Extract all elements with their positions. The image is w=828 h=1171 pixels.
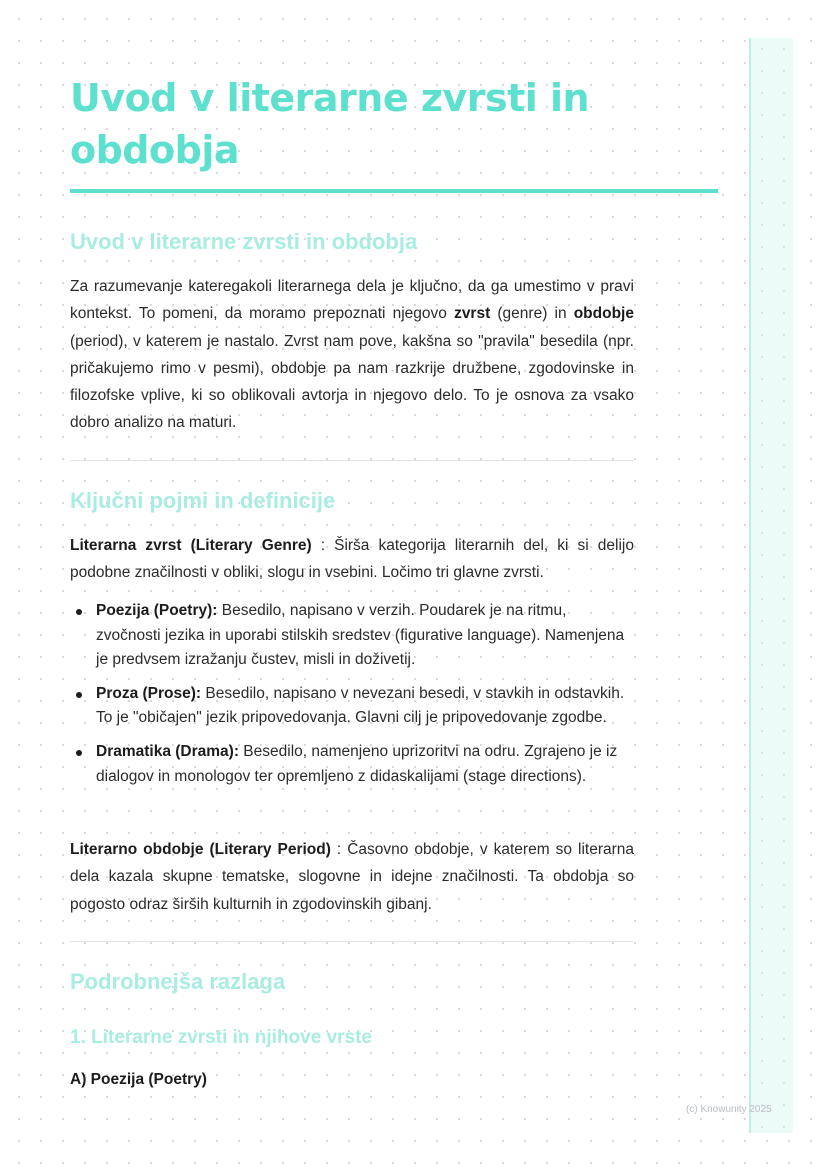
definition-text: : Širša kategorija literarnih del, ki si delijo podobne značilnosti v obliki, slogu in vsebini. Ločimo tri glavne zvrsti. xyxy=(70,537,635,582)
list-item-text: Besedilo, namenjeno uprizoritvi na odru. Zgrajeno je iz dialogov in monologov ter opremljeno z didaskalijami (stage directions). xyxy=(96,742,618,785)
subsection-heading: 1. Literarne zvrsti in njihove vrste xyxy=(70,1027,372,1048)
definition-term: Literarno obdobje (Literary Period) xyxy=(70,841,331,858)
bullet-icon xyxy=(76,692,82,698)
list-item xyxy=(70,740,634,789)
list-item-text: Besedilo, napisano v verzih. Poudarek je na ritmu, zvočnosti jezika in uporabi stilskih sredstev (figurative language). Namenjena je predvsem izražanju čustev, misli in doživetij. xyxy=(96,602,625,669)
page-title: Uvod v literarne zvrsti in obdobja xyxy=(70,76,590,172)
definition-literary-period xyxy=(70,836,634,918)
list-item-text: Besedilo, napisano v nevezani besedi, v stavkih in odstavkih. To je "običajen" jezik pripovedovanja. Glavni cilj je pripovedovanje zgodbe. xyxy=(96,684,625,727)
term-zvrst: zvrst xyxy=(454,305,491,323)
intro-paragraph xyxy=(70,273,634,437)
copyright-footer: (c) Knowunity 2025 xyxy=(686,1104,772,1115)
bullet-icon xyxy=(76,609,82,615)
term-obdobje: obdobje xyxy=(573,305,634,323)
list-item-term: Poezija (Poetry): xyxy=(96,602,218,619)
intro-text-1: Za razumevanje kateregakoli literarnega dela je ključno, da ga umestimo v pravi kontekst. To pomeni, da moramo prepoznati njegovo xyxy=(70,278,634,323)
definition-literary-genre xyxy=(70,532,634,587)
section-heading-detailed: Podrobnejša razlaga xyxy=(70,969,286,994)
list-item-term: Dramatika (Drama): xyxy=(96,742,239,760)
intro-text-3: (period), v katerem je nastalo. Zvrst nam pove, kakšna so "pravila" besedila (npr. pričakujemo rimo v pesmi), obdobje pa nam razkrije družbene, zgodovinske in filozofske vplive, ki so oblikovali avtorja in njegovo delo. To je osnova za vsako dobro analizo na maturi. xyxy=(70,332,634,432)
definition-text: : Časovno obdobje, v katerem so literarna dela kazala skupne tematske, slogovne in idejne značilnosti. Ta obdobja so pogosto odraz širših kulturnih in zgodovinskih gibanj. xyxy=(70,841,634,913)
sub-subsection-heading: A) Poezija (Poetry) xyxy=(70,1071,207,1088)
genre-list xyxy=(70,599,634,798)
list-item-term: Proza (Prose): xyxy=(96,684,202,702)
list-item xyxy=(70,599,634,673)
title-underline xyxy=(70,189,718,193)
definition-term: Literarna zvrst (Literary Genre) xyxy=(70,537,312,554)
section-divider xyxy=(70,941,634,942)
section-divider xyxy=(70,460,634,461)
section-heading-intro: Uvod v literarne zvrsti in obdobja xyxy=(70,229,418,254)
bullet-icon xyxy=(76,750,82,756)
list-item xyxy=(70,682,634,731)
intro-text-2: (genre) in xyxy=(490,305,574,323)
margin-strip xyxy=(749,38,793,1133)
section-heading-definitions: Ključni pojmi in definicije xyxy=(70,488,336,513)
